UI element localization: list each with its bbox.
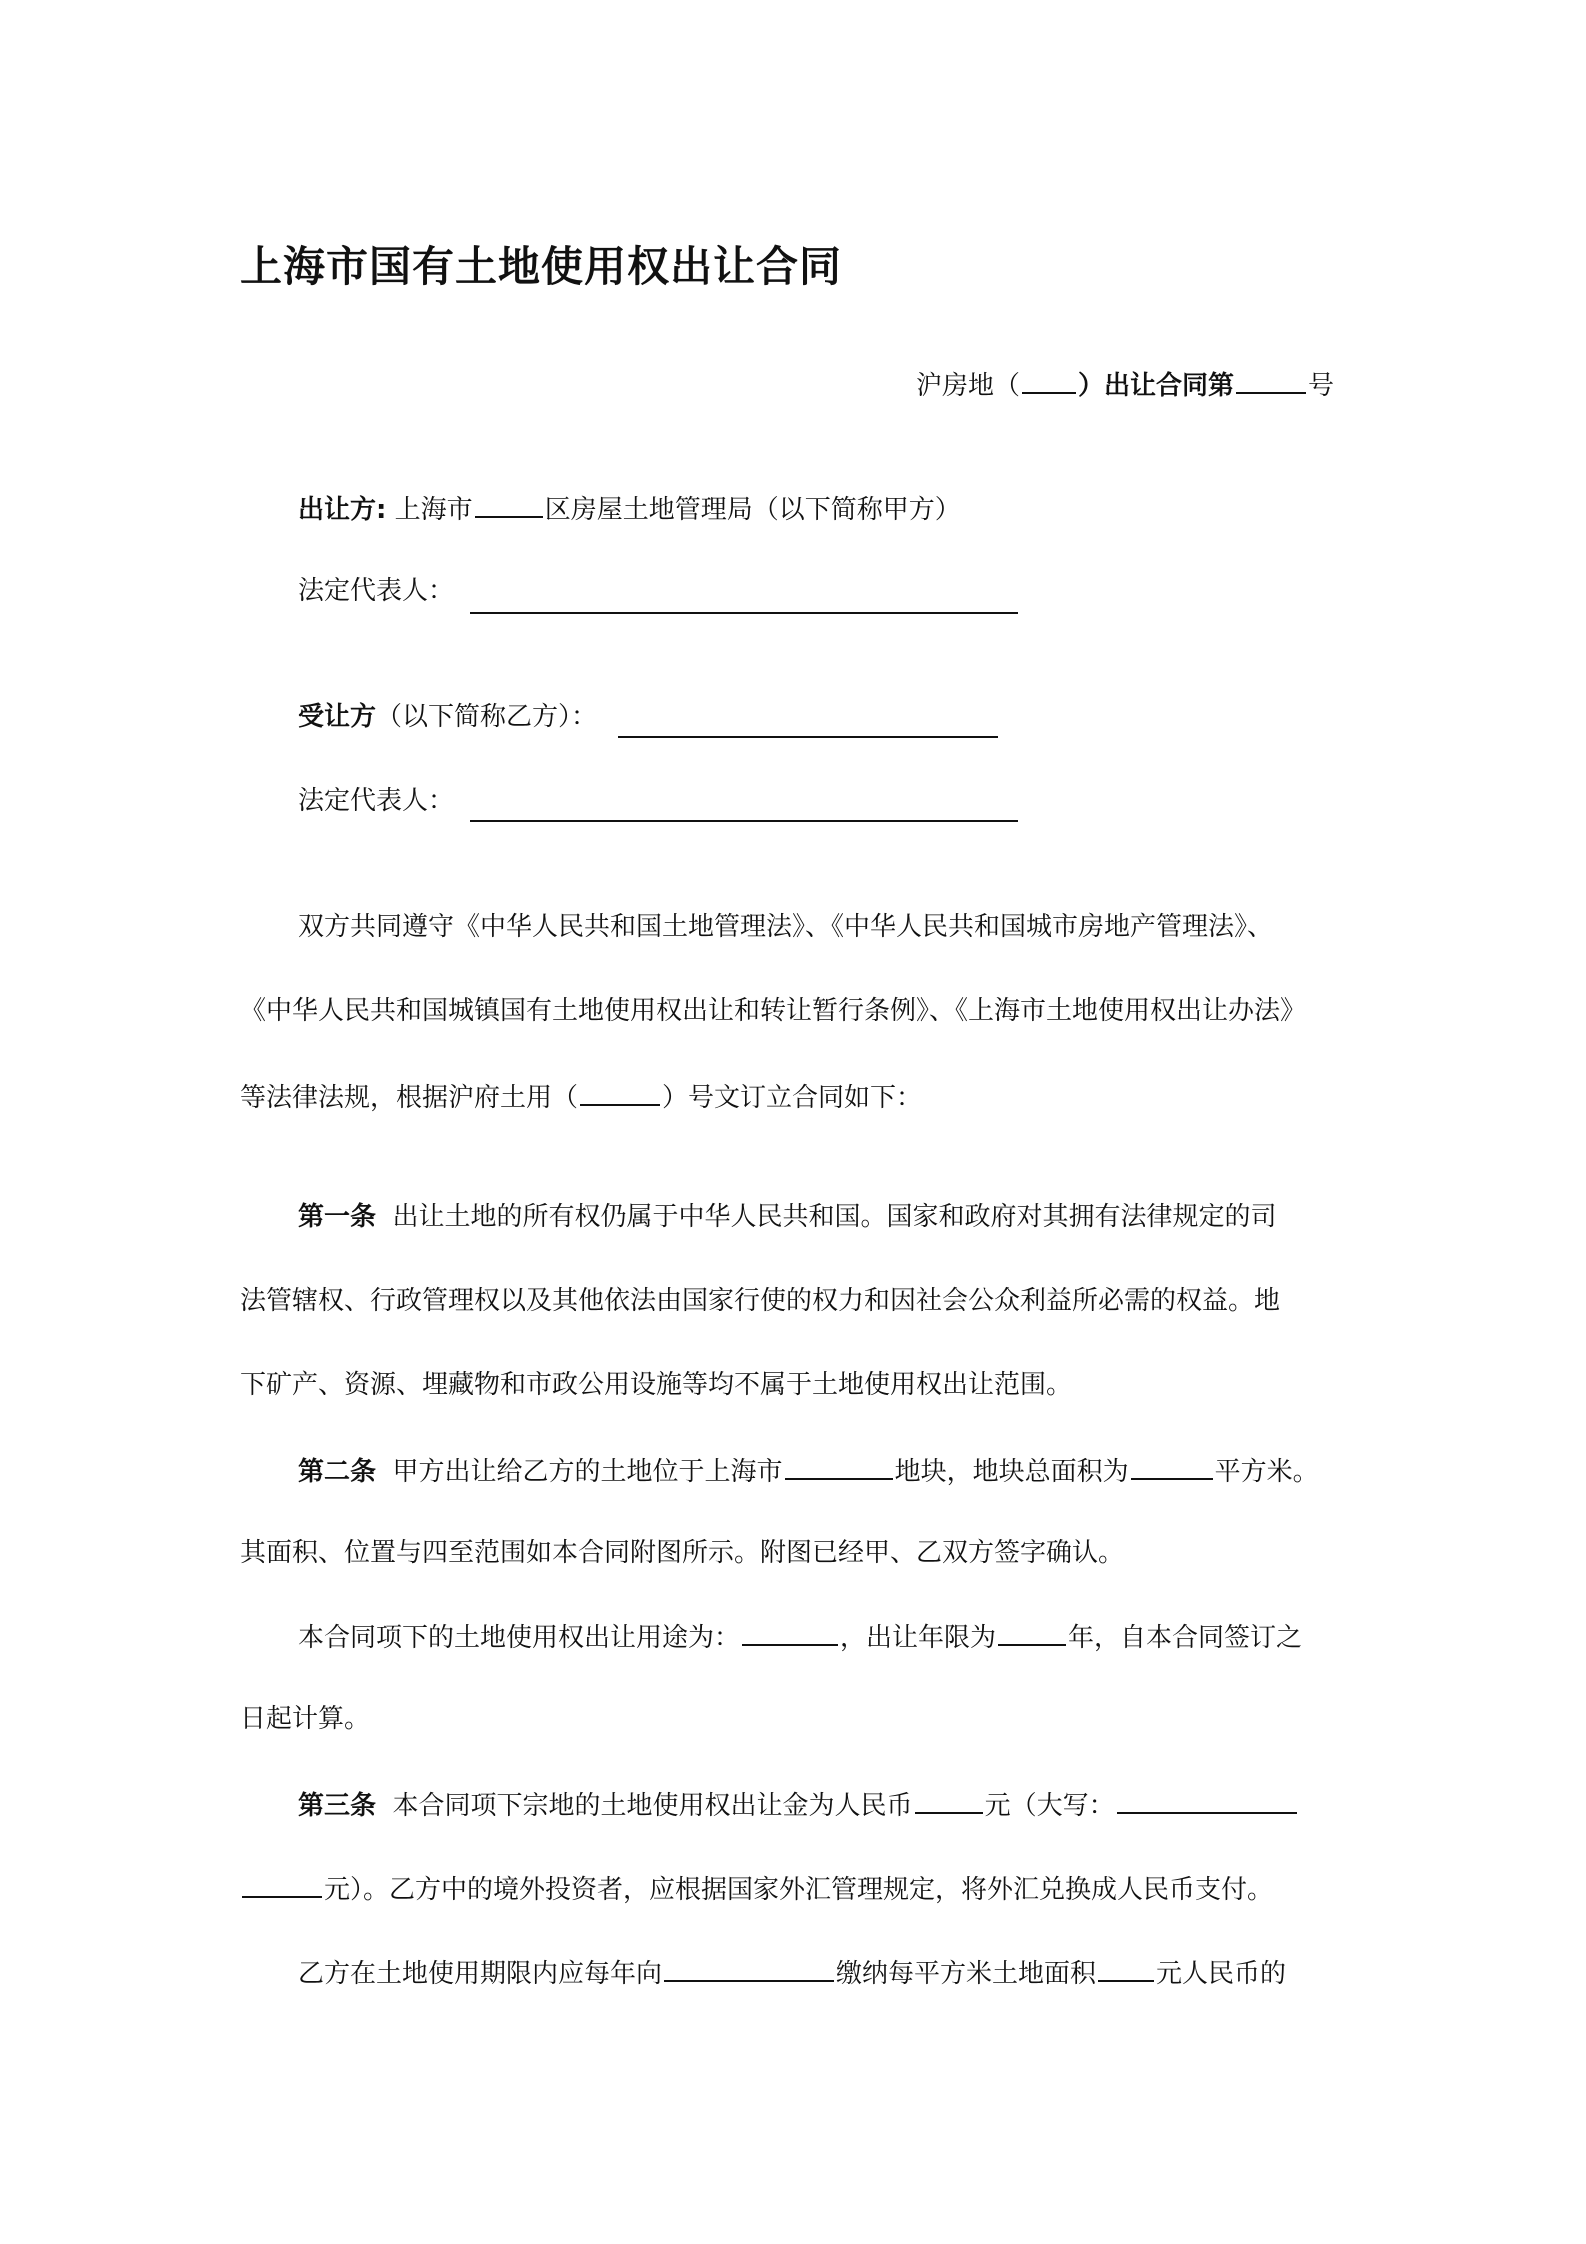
contract-number-suffix: 号 [1308, 371, 1335, 401]
blank-fee-per-sqm[interactable] [1098, 1954, 1154, 1982]
blank-area[interactable] [1131, 1452, 1213, 1480]
blank-legal-rep-2[interactable] [470, 820, 1018, 822]
article-2-text-1c: 平方米。 [1214, 1457, 1319, 1487]
legal-rep-1-label: 法定代表人： [298, 576, 455, 606]
article-3-line-2 [240, 1870, 1273, 1907]
preamble-line-3 [240, 1078, 922, 1115]
article-2-text-1a: 甲方出让给乙方的土地位于上海市 [392, 1457, 783, 1487]
blank-usage[interactable] [742, 1618, 838, 1646]
blank-years[interactable] [998, 1618, 1066, 1646]
article-2-line-1 [298, 1452, 1319, 1489]
article-1-line-1 [298, 1200, 1277, 1234]
article-2-text-1b: 地块，地块总面积为 [894, 1457, 1129, 1487]
article-3-heading: 第三条 [298, 1791, 377, 1821]
preamble-line-3-prefix: 等法律法规，根据沪府土用（ [240, 1083, 579, 1113]
legal-rep-2-label: 法定代表人： [298, 786, 455, 816]
blank-payee[interactable] [664, 1954, 834, 1982]
blank-document-no[interactable] [580, 1078, 660, 1106]
article-2-text-3c: 年，自本合同签订之 [1068, 1623, 1303, 1653]
transferee-suffix: （以下简称乙方）： [376, 702, 598, 732]
article-2-line-2: 其面积、位置与四至范围如本合同附图所示。附图已经甲、乙双方签字确认。 [240, 1538, 1125, 1568]
article-3-line-3 [298, 1954, 1286, 1991]
transferee-line [298, 700, 597, 734]
blank-amount-words[interactable] [1117, 1786, 1297, 1814]
blank-transferee[interactable] [618, 736, 998, 738]
document-title: 上海市国有土地使用权出让合同 [240, 242, 843, 291]
article-2-text-3a: 本合同项下的土地使用权出让用途为： [298, 1623, 741, 1653]
article-2-text-3b: ，出让年限为 [840, 1623, 997, 1653]
transferor-suffix: 区房屋土地管理局（以下简称甲方） [544, 495, 961, 525]
contract-number-prefix: 沪房地（ [916, 371, 1021, 401]
blank-plot[interactable] [785, 1452, 893, 1480]
blank-amount[interactable] [915, 1786, 983, 1814]
contract-number-mid: ）出让合同第 [1078, 371, 1235, 401]
article-3-line-1 [298, 1786, 1299, 1823]
preamble-line-2: 《中华人民共和国城镇国有土地使用权出让和转让暂行条例》、《上海市土地使用权出让办法》 [240, 996, 1307, 1026]
article-2-heading: 第二条 [298, 1457, 377, 1487]
blank-legal-rep-1[interactable] [470, 612, 1018, 614]
transferor-line [298, 490, 961, 527]
article-3-text-1a: 本合同项下宗地的土地使用权出让金为人民币 [392, 1791, 913, 1821]
preamble-line-3-suffix: ）号文订立合同如下： [662, 1083, 923, 1113]
transferor-prefix: 上海市 [394, 495, 473, 525]
article-3-text-3a: 乙方在土地使用期限内应每年向 [298, 1959, 663, 1989]
article-1-text-1: 出让土地的所有权仍属于中华人民共和国。国家和政府对其拥有法律规定的司 [392, 1202, 1277, 1232]
article-3-text-3b: 缴纳每平方米土地面积 [836, 1959, 1097, 1989]
blank-amount-words-cont[interactable] [242, 1870, 322, 1898]
article-1-line-2: 法管辖权、行政管理权以及其他依法由国家行使的权力和因社会公众利益所必需的权益。地 [240, 1286, 1281, 1316]
article-1-heading: 第一条 [298, 1202, 377, 1232]
article-3-text-3c: 元人民币的 [1156, 1959, 1287, 1989]
article-3-text-1b: 元（大写： [984, 1791, 1115, 1821]
transferee-label: 受让方 [298, 702, 377, 732]
blank-year[interactable] [1022, 366, 1076, 394]
blank-contract-no[interactable] [1236, 366, 1306, 394]
article-2-line-4: 日起计算。 [240, 1704, 371, 1734]
transferor-label: 出让方: [298, 495, 387, 525]
preamble-line-1: 双方共同遵守《中华人民共和国土地管理法》、《中华人民共和国城市房地产管理法》、 [298, 912, 1274, 942]
article-1-line-3: 下矿产、资源、埋藏物和市政公用设施等均不属于土地使用权出让范围。 [240, 1370, 1073, 1400]
article-2-line-3 [298, 1618, 1302, 1655]
blank-district[interactable] [475, 490, 543, 518]
article-3-text-2: 元）。乙方中的境外投资者，应根据国家外汇管理规定，将外汇兑换成人民币支付。 [324, 1875, 1274, 1905]
contract-number [916, 366, 1334, 403]
